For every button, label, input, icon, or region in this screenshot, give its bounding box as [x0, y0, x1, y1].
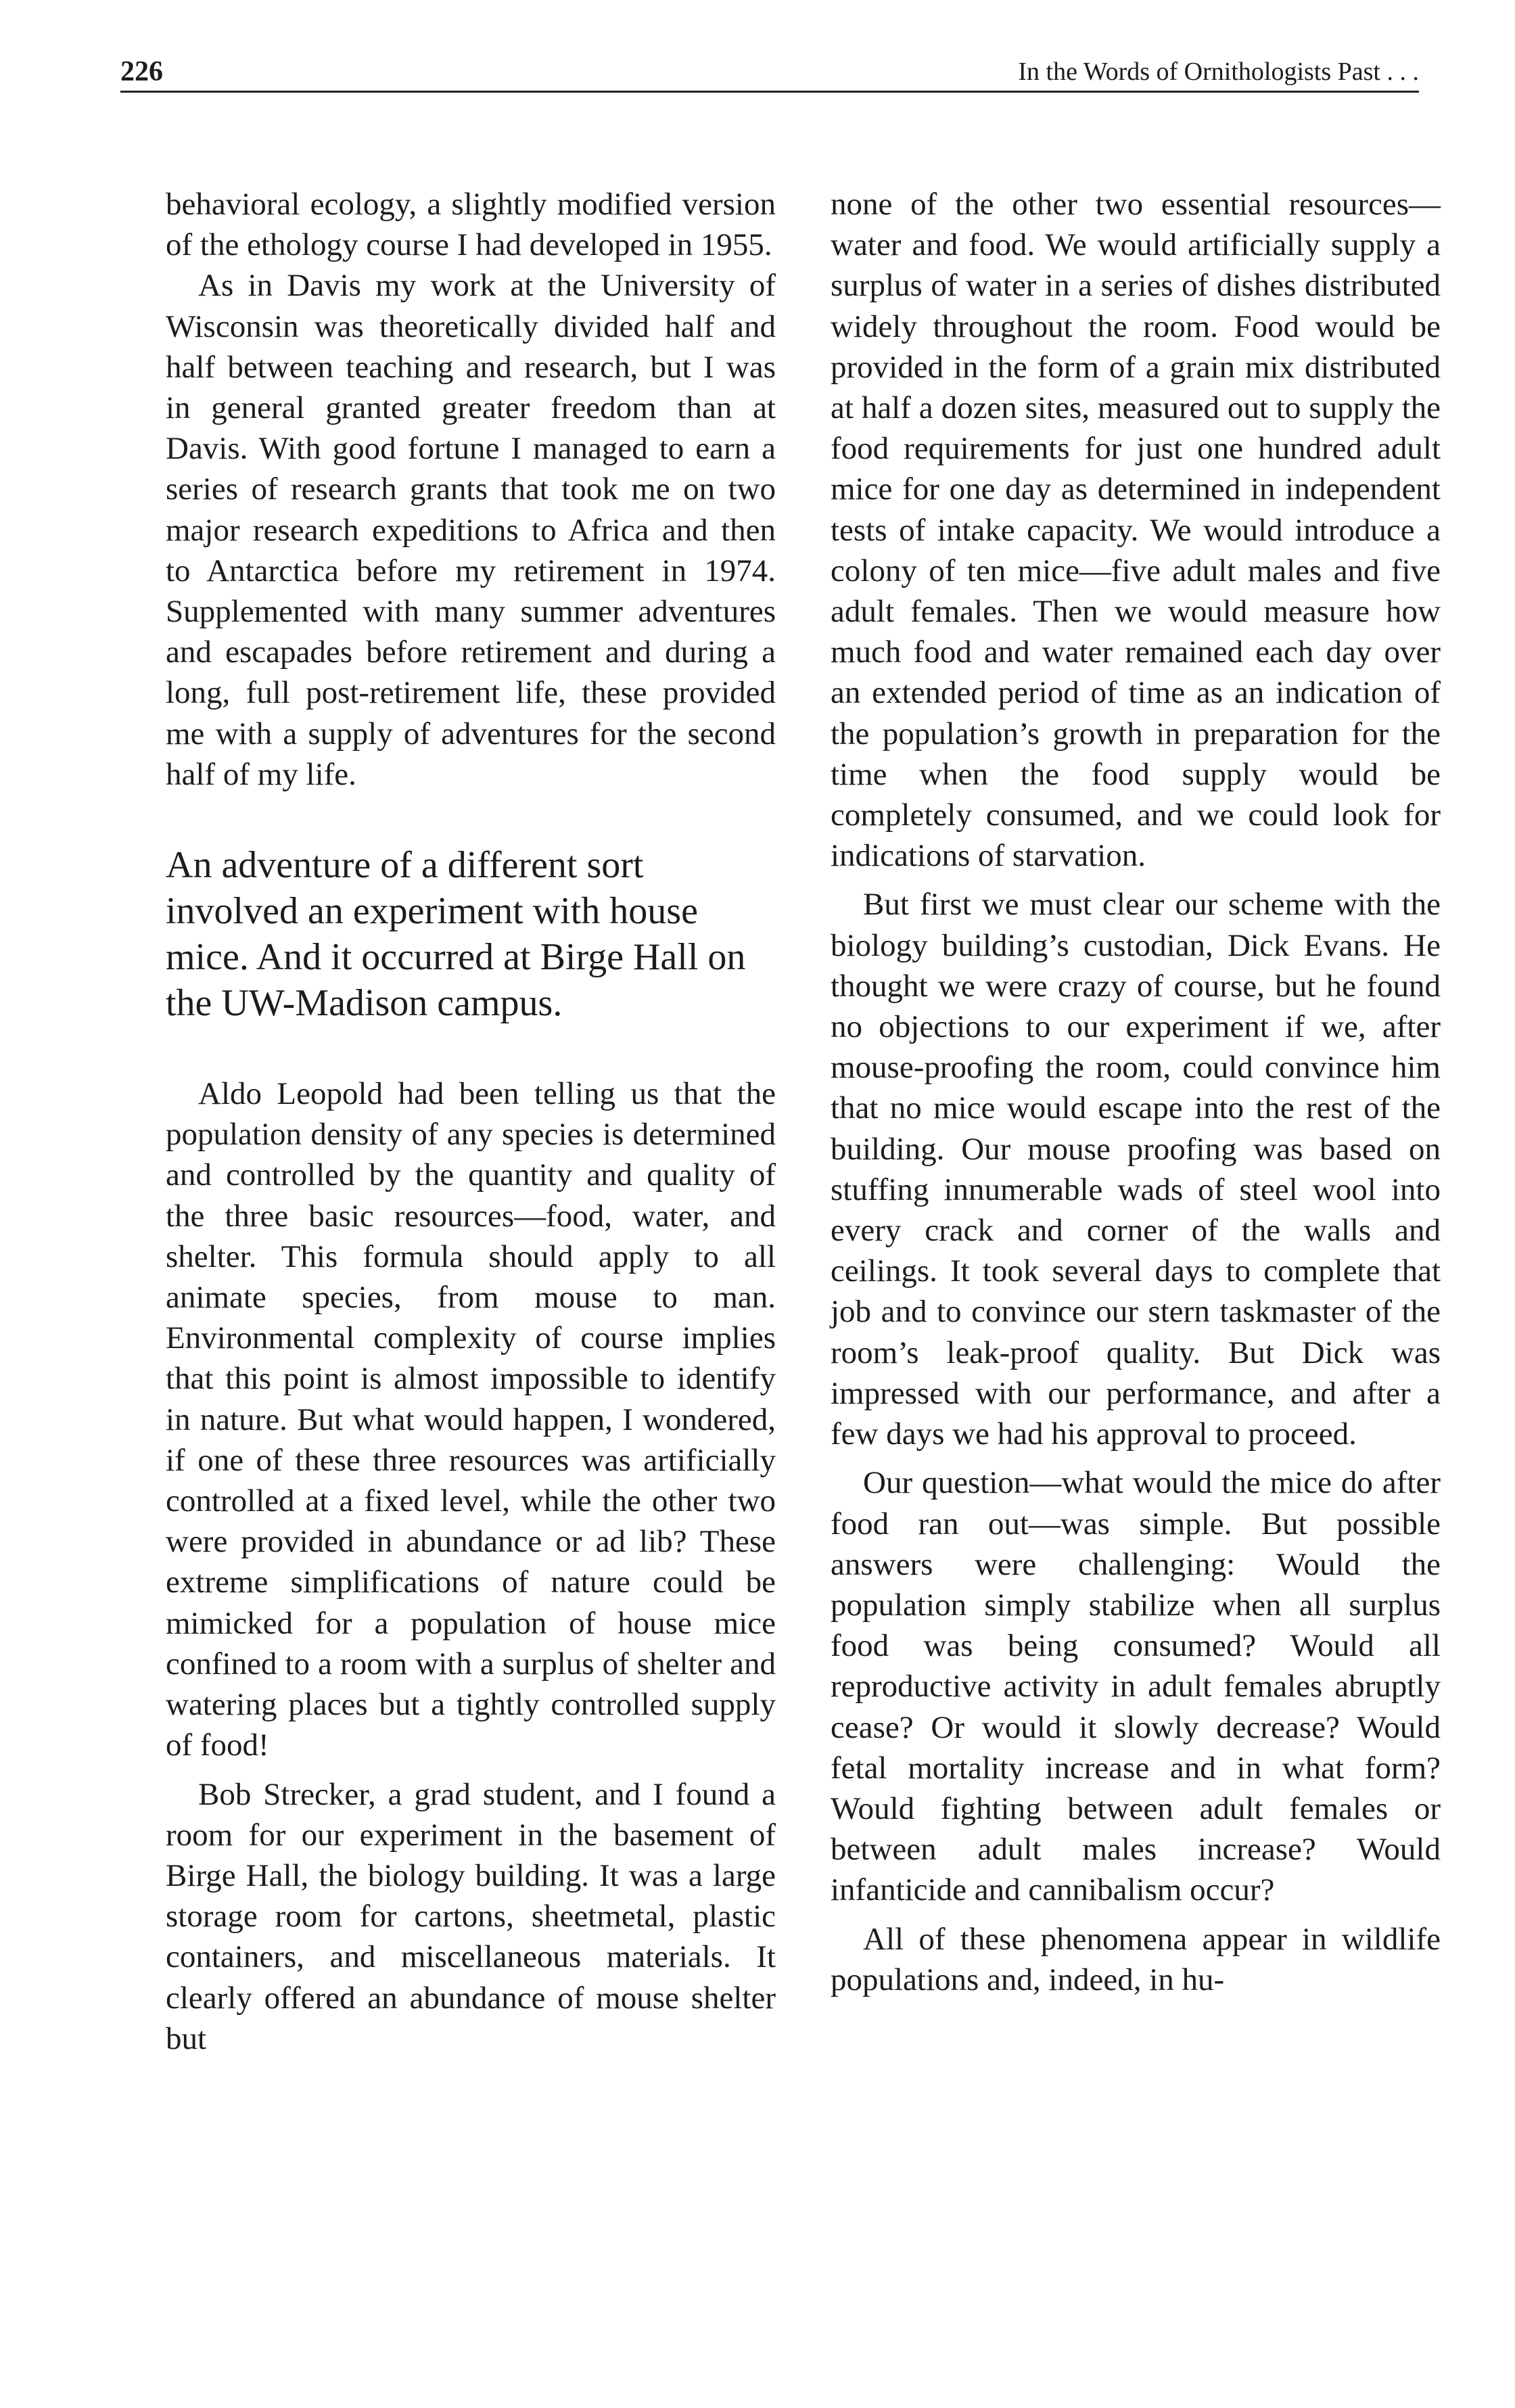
paragraph: Aldo Leopold had been telling us that the population density of any species is determined and controlled by the quantity and quality of the three basic resources—food, water, and shelter. This formula should apply to all animate species, from mouse to man. Environmental complexity of course implies that this point is almost impossible to identify in nature. But what would happen, I wondered, if one of these three resources was artificially controlled at a fixed level, while the other two were provided in abundance or ad lib? These extreme simplifications of nature could be mimicked for a population of house mice confined to a room with a surplus of shelter and watering places but a tightly controlled supply of food!: [166, 1076, 776, 1763]
paragraph-continued: behavioral ecology, a slightly modified version of the ethology course I had developed in 1955.: [166, 187, 776, 263]
pull-quote-text: An adventure of a different sort involved an experiment with house mice. And it occurred at Birge Hall on the UW-Madison campus.: [166, 844, 746, 1025]
paragraph: But first we must clear our scheme with the biology building’s custodian, Dick Evans. He thought we were crazy of course, but he found no objections to our experiment if we, after mouse-proofing the room, could convince him that no mice would escape into the rest of the building. Our mouse proofing was based on stuffing innumerable wads of steel wool into every crack and corner of the walls and ceilings. It took several days to complete that job and to convince our stern taskmaster of the room’s leak-proof quality. But Dick was impressed with our performance, and after a few days we had his approval to proceed.: [831, 887, 1441, 1452]
paragraph: As in Davis my work at the University of Wisconsin was theoretically divided half and half between teaching and research, but I was in general granted greater freedom than at Davis. With good fortune I managed to earn a series of research grants that took me on two major research expeditions to Africa and then to Antarctica before my retirement in 1974. Supplemented with many summer adventures and escapades before retirement and during a long, full post-retirement life, these provided me with a supply of adventures for the second half of my life.: [166, 268, 776, 792]
right-column: [831, 184, 1441, 2000]
paragraph-continued: none of the other two essential resources—water and food. We would artificially supply a surplus of water in a series of dishes distributed widely throughout the room. Food would be provided in the form of a grain mix distributed at half a dozen sites, measured out to supply the food requirements for just one hundred adult mice for one day as determined in independent tests of intake capacity. We would introduce a colony of ten mice—five adult males and five adult females. Then we would measure how much food and water remained each day over an extended period of time as an indication of the population’s growth in preparation for the time when the food supply would be completely consumed, and we could look for indications of starvation.: [831, 187, 1441, 874]
running-title: In the Words of Ornithologists Past . . .: [1018, 57, 1419, 86]
paragraph: Bob Strecker, a grad student, and I found a room for our experiment in the basement of Birge Hall, the biology building. It was a large storage room for cartons, sheetmetal, plastic containers, and miscellaneous materials. It clearly offered an abundance of mouse shelter but: [166, 1776, 776, 2056]
left-column: [166, 184, 776, 2059]
header-rule: [120, 91, 1419, 93]
paragraph: Our question—what would the mice do after food ran out—was simple. But possible answers were challenging: Would the population simply stabilize when all surplus food was being consumed? Would all reproductive activity in adult females abruptly cease? Or would it slowly decrease? Would fetal mortality increase and in what form? Would fighting between adult females or between adult males increase? Would infanticide and cannibalism occur?: [831, 1465, 1441, 1908]
page-number: 226: [120, 56, 163, 87]
pull-quote: [166, 842, 776, 1026]
paragraph: All of these phenomena appear in wildlife populations and, indeed, in hu-: [831, 1921, 1441, 1997]
running-head: [120, 51, 1419, 92]
